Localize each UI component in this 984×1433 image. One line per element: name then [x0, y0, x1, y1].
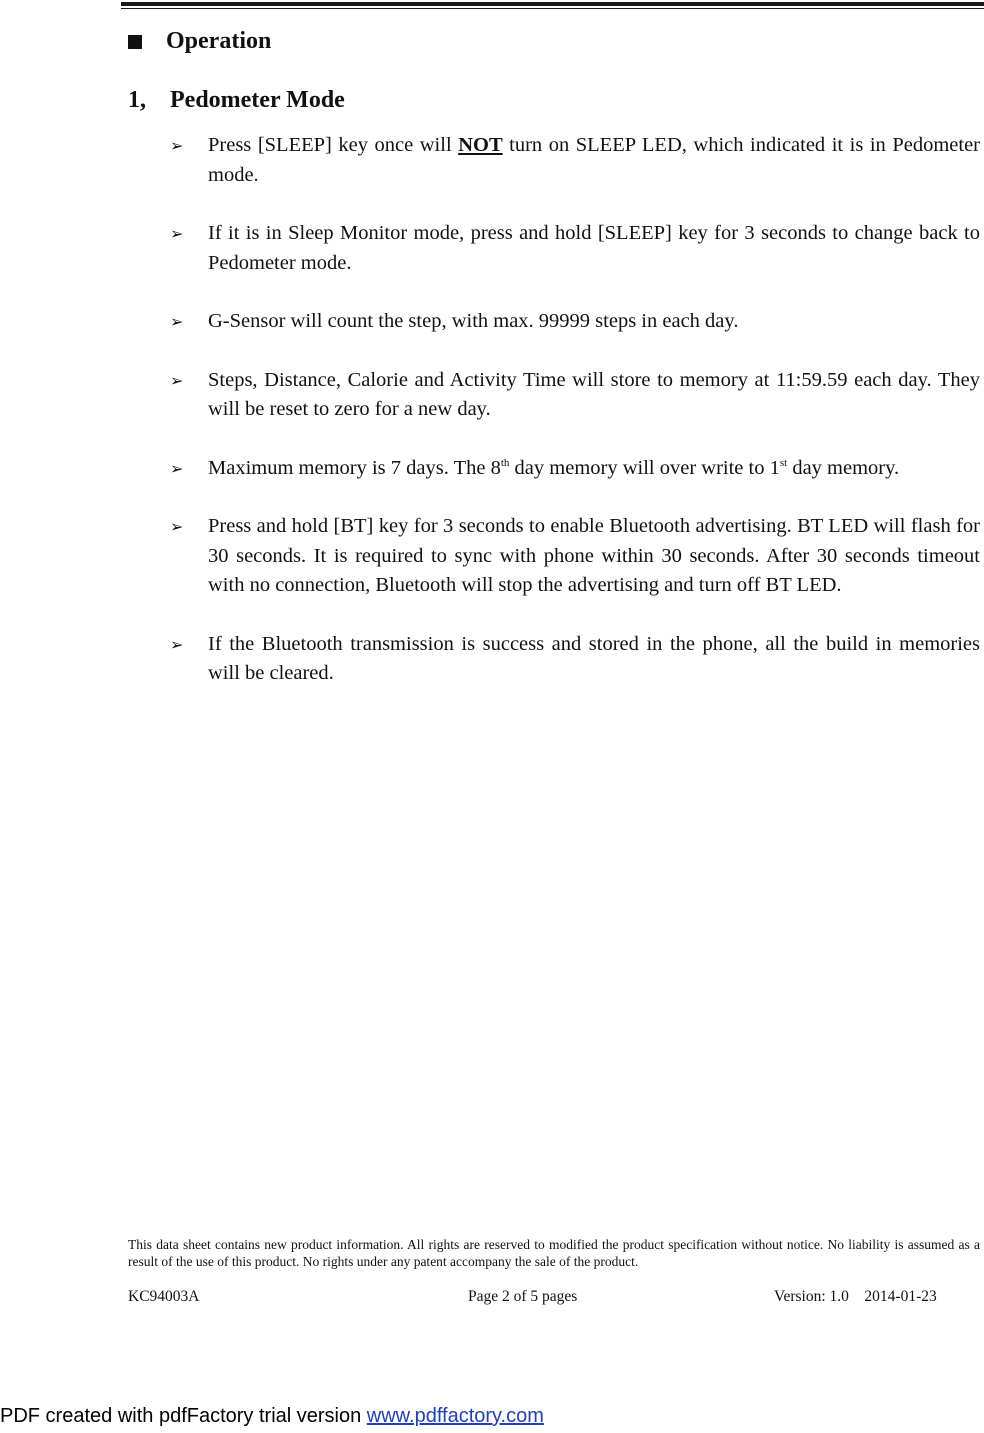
list-item	[170, 307, 980, 337]
square-bullet-icon	[128, 35, 142, 49]
list-item-text: Press and hold [BT] key for 3 seconds to enable Bluetooth advertising. BT LED will flash for 30 seconds. It is required to sync with phone within 30 seconds. After 30 seconds timeout with no connection, Bluetooth will stop the advertising and turn off BT LED.	[208, 515, 980, 596]
list-item	[170, 219, 980, 278]
list-item-text: Steps, Distance, Calorie and Activity Time will store to memory at 11:59.59 each day. They will be reset to zero for a new day.	[208, 368, 980, 420]
section-title: Operation	[166, 28, 272, 54]
arrow-bullet-icon: ➢	[170, 634, 184, 654]
instruction-list	[170, 131, 980, 718]
list-item	[170, 454, 980, 484]
list-item-text: Maximum memory is 7 days. The 8	[208, 456, 501, 479]
disclaimer: This data sheet contains new product information. All rights are reserved to modified the product specification without notice. No liability is assumed as a result of the use of this product. No rights under any patent accompany the sale of the product.	[128, 1237, 980, 1269]
subsection-heading	[128, 87, 345, 114]
document-code: KC94003A	[128, 1288, 200, 1305]
arrow-bullet-icon: ➢	[170, 517, 184, 536]
list-item-text: If the Bluetooth transmission is success and stored in the phone, all the build in memories will be cleared.	[208, 632, 980, 684]
superscript: th	[500, 456, 510, 469]
list-item	[170, 366, 980, 425]
list-item-text: G-Sensor will count the step, with max. 99999 steps in each day.	[208, 310, 739, 332]
list-item-text: day memory.	[787, 456, 900, 479]
list-item-text: day memory will over write to 1	[509, 456, 780, 479]
arrow-bullet-icon: ➢	[170, 370, 184, 390]
pdf-banner-text: PDF created with pdfFactory trial version	[0, 1405, 367, 1427]
list-item	[170, 131, 980, 190]
list-item	[170, 512, 980, 601]
arrow-bullet-icon: ➢	[170, 224, 184, 243]
list-item-text: Press [SLEEP] key once will	[208, 134, 459, 156]
section-heading	[128, 28, 271, 55]
version-date: Version: 1.0 2014-01-23	[774, 1288, 937, 1305]
list-item-text: If it is in Sleep Monitor mode, press and hold [SLEEP] key for 3 seconds to change back to Pedometer mode.	[208, 222, 980, 274]
pdf-banner	[0, 1405, 544, 1428]
subsection-title: Pedometer Mode	[170, 87, 345, 113]
list-item-text: turn on SLEEP LED, which indicated it is in Pedometer mode.	[208, 134, 981, 186]
list-item	[170, 630, 980, 689]
emphasis-not: NOT	[458, 134, 503, 156]
header-rule	[121, 2, 984, 6]
arrow-bullet-icon: ➢	[170, 458, 184, 478]
superscript: st	[779, 456, 788, 469]
arrow-bullet-icon: ➢	[170, 136, 184, 155]
header-rule-thin	[121, 8, 984, 9]
page-number: Page 2 of 5 pages	[468, 1288, 578, 1305]
arrow-bullet-icon: ➢	[170, 312, 184, 331]
subsection-number: 1,	[128, 87, 146, 113]
pdffactory-link[interactable]: www.pdffactory.com	[366, 1405, 544, 1427]
